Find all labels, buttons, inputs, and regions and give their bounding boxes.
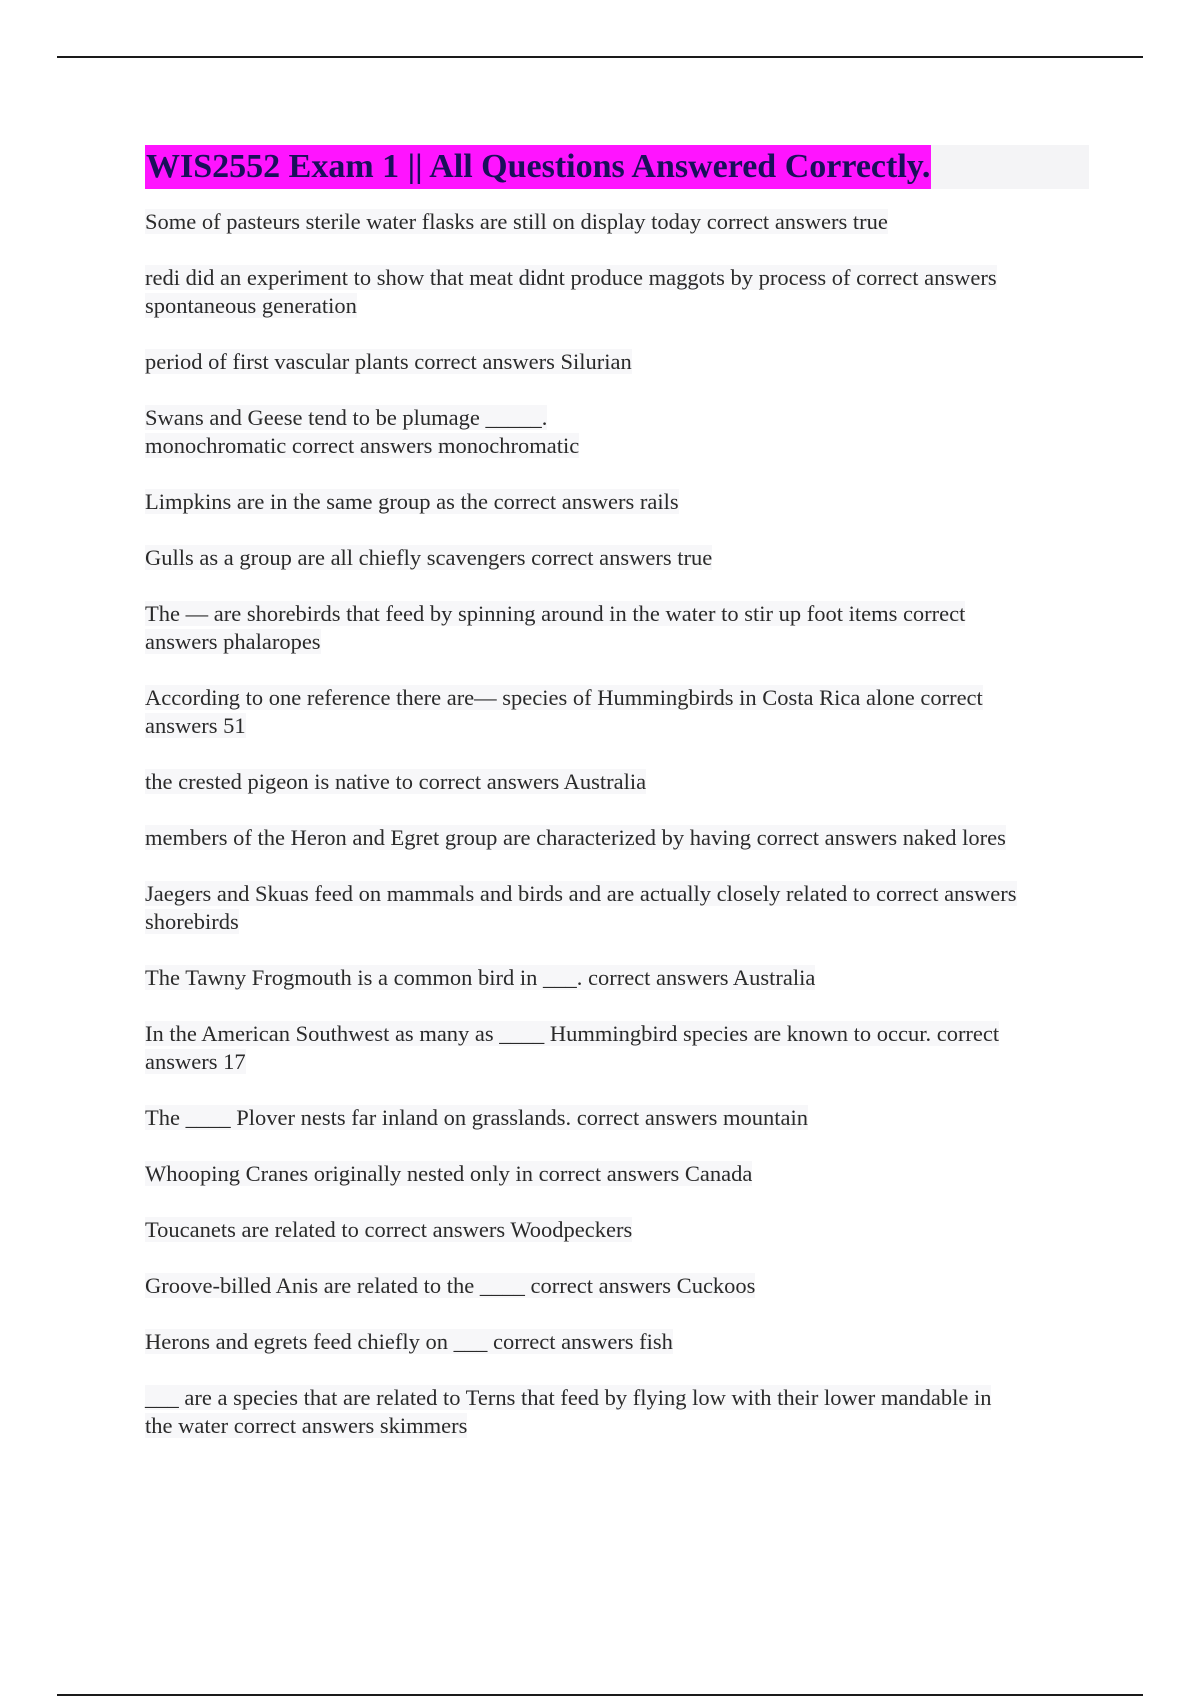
qa-line: The ____ Plover nests far inland on grasslands. correct answers mountain	[145, 1105, 808, 1130]
qa-item	[145, 1020, 1090, 1076]
qa-item	[145, 264, 1090, 320]
qa-item	[145, 348, 1090, 376]
qa-item	[145, 208, 1090, 236]
qa-line: answers 17	[145, 1049, 246, 1074]
qa-line: answers 51	[145, 713, 246, 738]
qa-item	[145, 1216, 1090, 1244]
qa-line: In the American Southwest as many as ____ Hummingbird species are known to occur. correct	[145, 1021, 1000, 1046]
qa-item	[145, 1160, 1090, 1188]
qa-line: Groove-billed Anis are related to the ____ correct answers Cuckoos	[145, 1273, 756, 1298]
qa-line: monochromatic correct answers monochromatic	[145, 433, 580, 458]
qa-line: Gulls as a group are all chiefly scavengers correct answers true	[145, 545, 713, 570]
qa-line: Herons and egrets feed chiefly on ___ correct answers fish	[145, 1329, 673, 1354]
qa-line: Whooping Cranes originally nested only in correct answers Canada	[145, 1161, 753, 1186]
qa-line: According to one reference there are— species of Hummingbirds in Costa Rica alone correct	[145, 685, 983, 710]
qa-item	[145, 600, 1090, 656]
qa-line: answers phalaropes	[145, 629, 321, 654]
qa-item	[145, 964, 1090, 992]
question-list	[145, 208, 1090, 1440]
qa-item	[145, 684, 1090, 740]
top-rule	[57, 56, 1143, 58]
bottom-rule	[57, 1694, 1143, 1696]
qa-item	[145, 544, 1090, 572]
qa-item	[145, 824, 1090, 852]
qa-item	[145, 1328, 1090, 1356]
qa-item	[145, 880, 1090, 936]
qa-line: Limpkins are in the same group as the correct answers rails	[145, 489, 679, 514]
qa-line: redi did an experiment to show that meat didnt produce maggots by process of correct answers	[145, 265, 997, 290]
qa-line: Swans and Geese tend to be plumage _____.	[145, 405, 548, 430]
qa-line: The Tawny Frogmouth is a common bird in ___. correct answers Australia	[145, 965, 816, 990]
qa-item	[145, 488, 1090, 516]
qa-item	[145, 1272, 1090, 1300]
qa-item	[145, 1384, 1090, 1440]
qa-line: the water correct answers skimmers	[145, 1413, 468, 1438]
qa-line: Toucanets are related to correct answers Woodpeckers	[145, 1217, 633, 1242]
qa-line: members of the Heron and Egret group are characterized by having correct answers naked lores	[145, 825, 1006, 850]
qa-line: shorebirds	[145, 909, 239, 934]
qa-line: period of first vascular plants correct answers Silurian	[145, 349, 632, 374]
document-title: WIS2552 Exam 1 || All Questions Answered Correctly.	[145, 145, 931, 189]
qa-line: the crested pigeon is native to correct answers Australia	[145, 769, 647, 794]
title-band	[145, 145, 1089, 189]
qa-line: ___ are a species that are related to Terns that feed by flying low with their lower mandable in	[145, 1385, 992, 1410]
qa-line: Some of pasteurs sterile water flasks are still on display today correct answers true	[145, 209, 888, 234]
qa-line: Jaegers and Skuas feed on mammals and birds and are actually closely related to correct answers	[145, 881, 1017, 906]
document-body	[145, 145, 1090, 1468]
qa-line: The — are shorebirds that feed by spinning around in the water to stir up foot items correct	[145, 601, 966, 626]
qa-item	[145, 768, 1090, 796]
qa-item	[145, 404, 1090, 460]
qa-item	[145, 1104, 1090, 1132]
qa-line: spontaneous generation	[145, 293, 357, 318]
